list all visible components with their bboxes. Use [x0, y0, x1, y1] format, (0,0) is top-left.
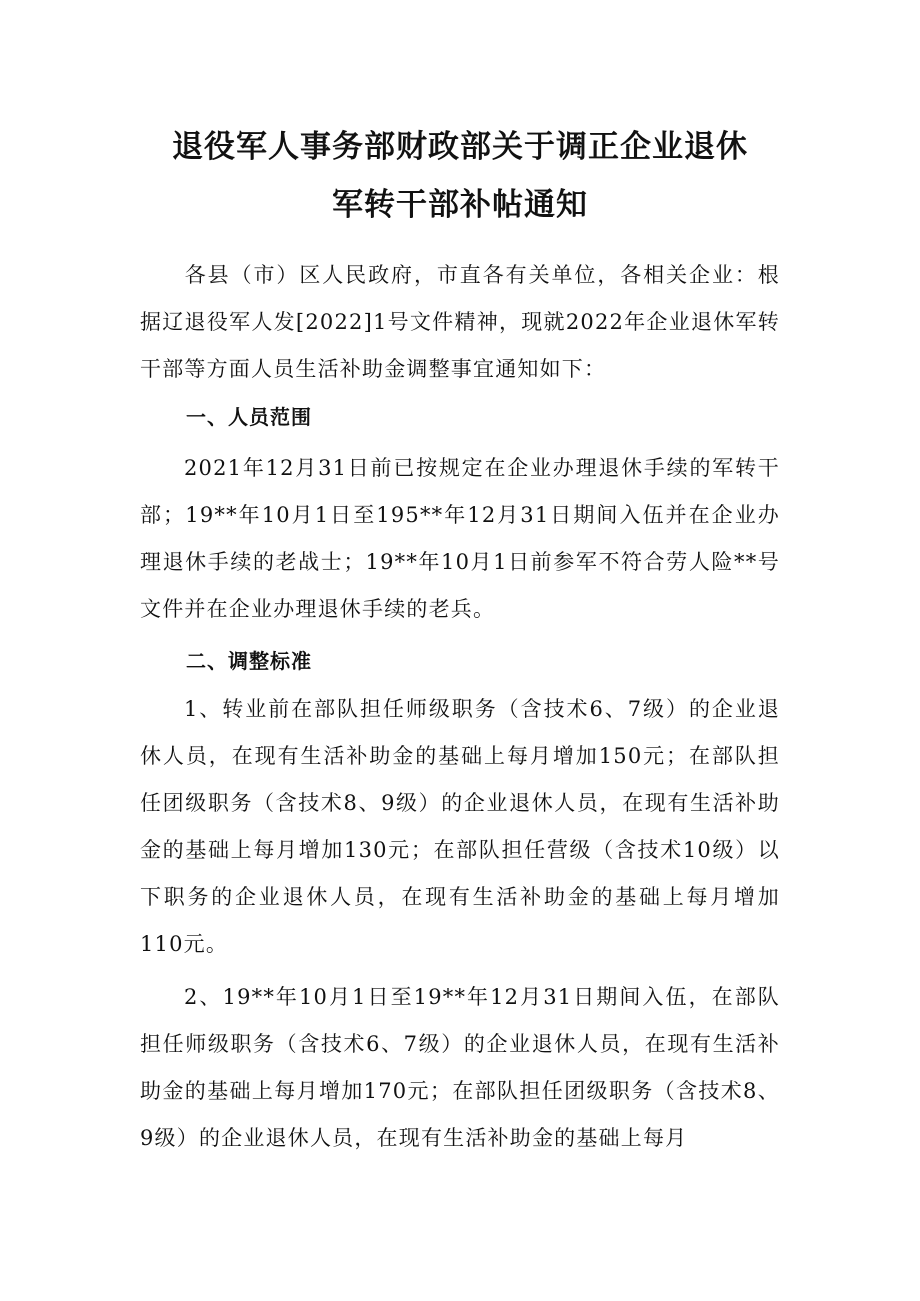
scope-text: 2021年12月31日前已按规定在企业办理退休手续的军转干部；19**年10月1日至195**年12月31日期间入伍并在企业办理退休手续的老战士；19**年10月1日前参军不符合劳人险**号文件并在企业办理退休手续的老兵。: [140, 456, 780, 621]
standard-item-1: [140, 686, 780, 968]
section-heading-scope: 一、人员范围: [186, 405, 312, 429]
standard-item-2: [140, 974, 780, 1162]
document-title-line-2: 军转干部补帖通知: [332, 187, 588, 223]
standard-item-1-text: 1、转业前在部队担任师级职务（含技术6、7级）的企业退休人员，在现有生活补助金的基础上每月增加150元；在部队担任团级职务（含技术8、9级）的企业退休人员，在现有生活补助金的基础上每月增加130元；在部队担任营级（含技术10级）以下职务的企业退休人员，在现有生活补助金的基础上每月增加110元。: [140, 697, 780, 956]
intro-paragraph: [140, 252, 780, 393]
standard-item-2-text: 2、19**年10月1日至19**年12月31日期间入伍，在部队担任师级职务（含技术6、7级）的企业退休人员，在现有生活补助金的基础上每月增加170元；在部队担任团级职务（含技术8、9级）的企业退休人员，在现有生活补助金的基础上每月: [140, 985, 780, 1150]
scope-paragraph: [140, 445, 780, 633]
document-title-line-1: 退役军人事务部财政部关于调正企业退休: [172, 129, 748, 165]
section-heading-standard: 二、调整标准: [186, 649, 312, 673]
intro-text: 各县（市）区人民政府，市直各有关单位，各相关企业：根据辽退役军人发[2022]1号文件精神，现就2022年企业退休军转干部等方面人员生活补助金调整事宜通知如下：: [140, 263, 780, 381]
